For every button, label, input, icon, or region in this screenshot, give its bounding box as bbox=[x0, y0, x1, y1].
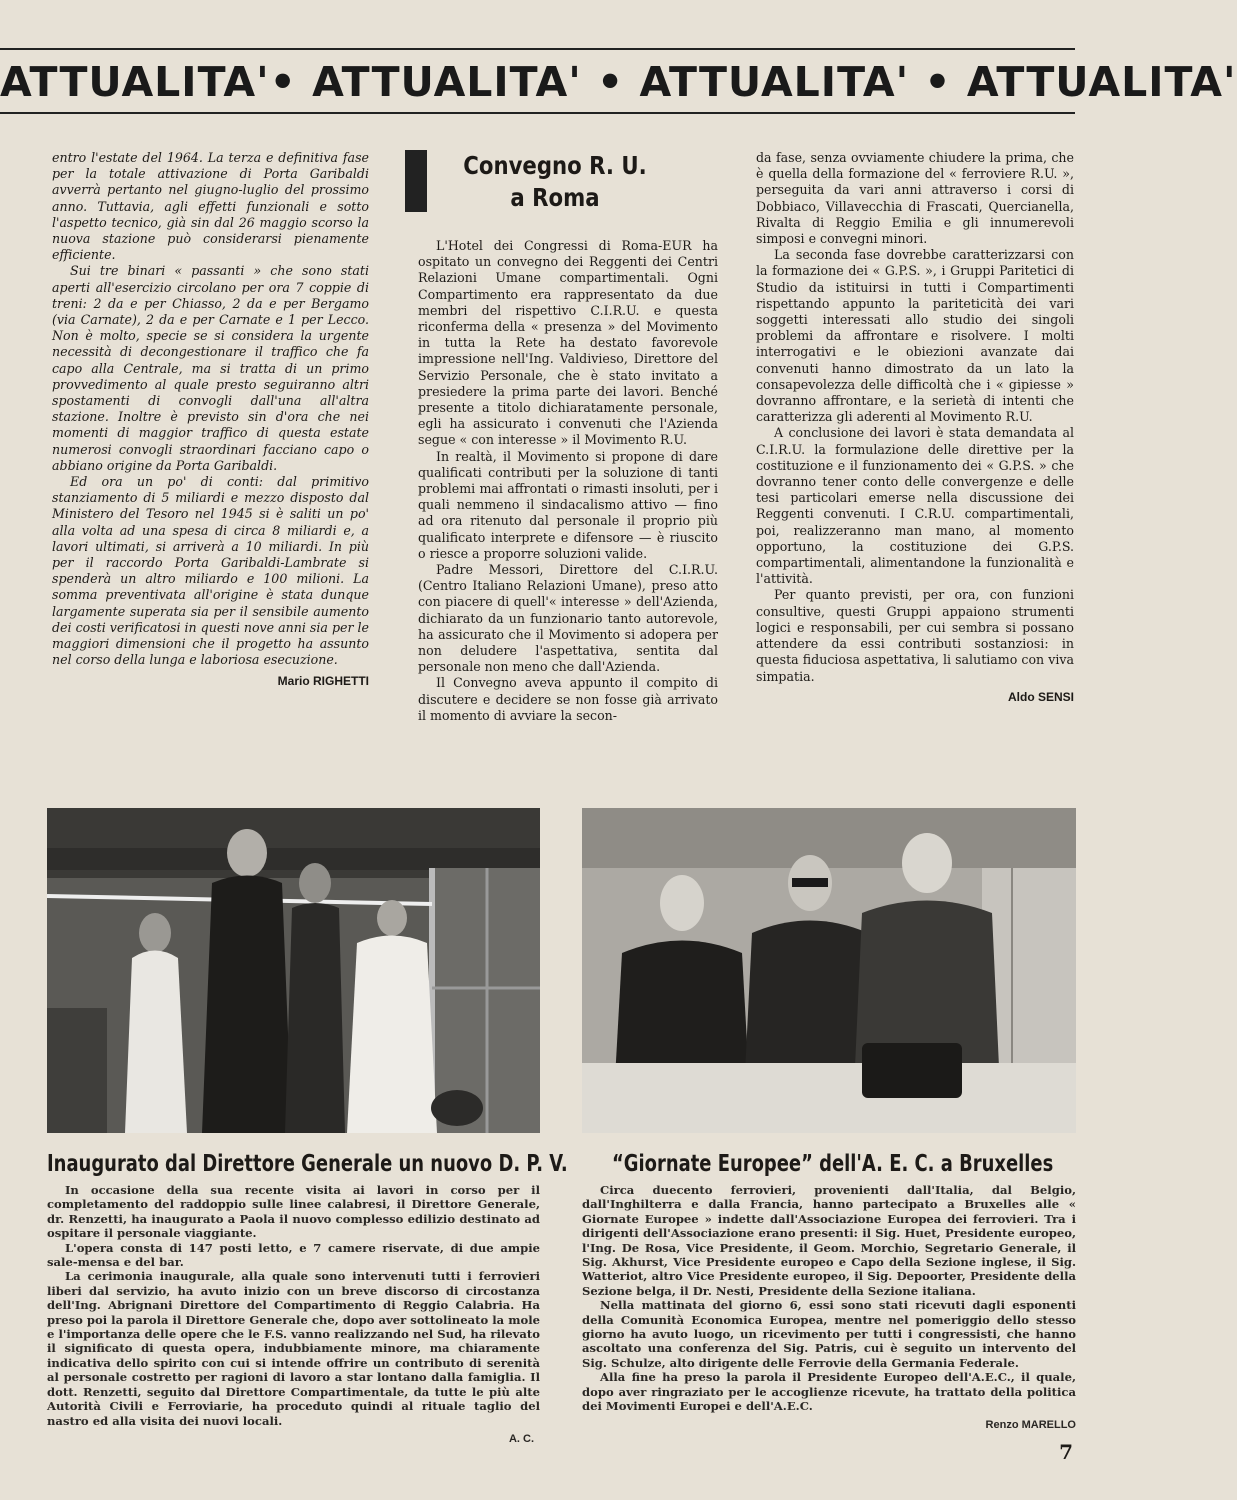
page-number: 7 bbox=[1059, 1440, 1073, 1464]
col2-title-line: a Roma bbox=[510, 183, 600, 212]
col2-paragraph: In realtà, il Movimento si propone di dare qualificati contributi per la soluzione di tanti problemi mai affrontati o rimasti insoluti, per i quali nemmeno il sindacalismo attivo — fino ad ora ritenuto dal personale il proprio più qualificato interprete e difensore — è riuscito o riesce a proporre soluzioni valide. bbox=[418, 448, 718, 561]
column-1-article bbox=[52, 150, 369, 689]
story-right-paragraph: Circa duecento ferrovieri, provenienti dall'Italia, dal Belgio, dall'Inghilterra e dalla Francia, hanno partecipato a Bruxelles alle « Giornate Europee » indette dall'Associazione Europea dei ferrovieri. Tra i dirigenti dell'Associazione erano presenti: il Sig. Huet, Presidente europeo, l'Ing. De Rosa, Vice Presidente, il Geom. Morchio, Segretario Generale, il Sig. Akhurst, Vice Presidente europeo e Capo della Sezione inglese, il Sig. Watteriot, altro Vice Presidente europeo, il Sig. Depoorter, Presidente della Sezione belga, il Dr. Nesti, Presidente della Sezione italiana. bbox=[582, 1183, 1076, 1298]
photo-aec-delegates bbox=[582, 808, 1076, 1133]
col3-paragraph: La seconda fase dovrebbe caratterizzarsi con la formazione dei « G.P.S. », i Gruppi Paritetici di Studio da istituirsi in tutti i Compartimenti rispettando appunto la pariteticità dei vari soggetti interessati allo studio dei singoli problemi da affrontare e risolvere. I molti interrogativi e le obiezioni avanzate dai convenuti hanno dimostrato da un lato la consapevolezza delle difficoltà che i « gipiesse » dovranno affrontare, e la serietà di intenti che caratterizza gli aderenti al Movimento R.U. bbox=[756, 247, 1074, 425]
story-left-body bbox=[47, 1183, 540, 1446]
story-left-signature: A. C. bbox=[508, 1432, 534, 1445]
section-bar bbox=[405, 150, 427, 212]
col2-paragraph: Padre Messori, Direttore del C.I.R.U. (Centro Italiano Relazioni Umane), preso atto con piacere di quell'« interesse » dell'Azienda, dichiarato da un funzionario tanto autorevole, ha assicurato che il Movimento si adopera per non deludere l'aspettativa, sentita dal personale non meno che dall'Azienda. bbox=[418, 562, 718, 675]
col1-paragraph: Ed ora un po' di conti: dal primitivo stanziamento di 5 miliardi e mezzo disposto dal Ministero del Tesoro nel 1945 si è saliti un po' alla volta ad una spesa di circa 8 miliardi e, a lavori ultimati, si arriverà a 10 miliardi. In più per il raccordo Porta Garibaldi-Lambrate si spenderà un altro miliardo e 100 milioni. La somma preventivata all'origine è stata dunque largamente superata sia per il sensibile aumento dei costi verificatosi in questi nove anni sia per le maggiori dimensioni che il progetto ha assunto nel corso della lunga e laboriosa esecuzione. bbox=[52, 474, 369, 668]
col2-paragraph: L'Hotel dei Congressi di Roma-EUR ha ospitato un convegno dei Reggenti dei Centri Relazioni Umane compartimentali. Ogni Compartimento era rappresentato da due membri del rispettivo C.I.R.U. e questa riconferma della « presenza » del Movimento in tutta la Rete ha destato favorevole impressione nell'Ing. Valdivieso, Direttore del Servizio Personale, che è stato invitato a presiedere la prima parte dei lavori. Benché presente a titolo dichiaratamente personale, egli ha assicurato i convenuti che l'Azienda segue « con interesse » il Movimento R.U. bbox=[418, 238, 718, 448]
col2-paragraph: Il Convegno aveva appunto il compito di discutere e decidere se non fosse già arrivato il momento di avviare la secon- bbox=[418, 675, 718, 723]
story-left-paragraph: In occasione della sua recente visita ai lavori in corso per il completamento del raddoppio sulle linee calabresi, il Direttore Generale, dr. Renzetti, ha inaugurato a Paola il nuovo complesso edilizio destinato ad ospitare il personale viaggiante. bbox=[47, 1183, 540, 1241]
masthead: ATTUALITA'• ATTUALITA' • ATTUALITA' • ATTUALITA' bbox=[0, 58, 1237, 106]
col1-paragraph: entro l'estate del 1964. La terza e definitiva fase per la totale attivazione di Porta Garibaldi avverrà pertanto nel giugno-luglio del prossimo anno. Tuttavia, agli effetti funzionali e sotto l'aspetto tecnico, già sin dal 26 maggio scorso la nuova stazione può considerarsi pienamente efficiente. bbox=[52, 150, 369, 263]
masthead-rule bbox=[0, 112, 1075, 114]
story-right-body bbox=[582, 1183, 1076, 1432]
story-right-paragraph: Nella mattinata del giorno 6, essi sono stati ricevuti dagli esponenti della Comunità Economica Europea, mentre nel pomeriggio dello stesso giorno ha avuto luogo, un ricevimento per tutti i congressisti, che hanno ascoltato una conferenza del Sig. Patris, cui è seguito un intervento del Sig. Schulze, alto dirigente delle Ferrovie della Germania Federale. bbox=[582, 1298, 1076, 1370]
col2-title bbox=[457, 150, 653, 214]
photo-inauguration bbox=[47, 808, 540, 1133]
story-right-signature: Renzo MARELLO bbox=[985, 1418, 1076, 1431]
story-right-paragraph: Alla fine ha preso la parola il Presidente Europeo dell'A.E.C., il quale, dopo aver ringraziato per le accoglienze ricevute, ha trattato della politica dei Movimenti Europei e dell'A.E.C. bbox=[582, 1370, 1076, 1414]
col3-paragraph: da fase, senza ovviamente chiudere la prima, che è quella della formazione del « ferroviere R.U. », perseguita da vari anni attraverso i corsi di Dobbiaco, Villavecchia di Frascati, Quercianella, Rivalta di Reggio Emilia e gli innumerevoli simposi e convegni minori. bbox=[756, 150, 1074, 247]
col2-title-line: Convegno R. U. bbox=[463, 151, 647, 180]
column-2-article bbox=[418, 238, 718, 724]
col1-signature: Mario RIGHETTI bbox=[277, 673, 369, 688]
col3-paragraph: Per quanto previsti, per ora, con funzioni consultive, questi Gruppi appaiono strumenti logici e responsabili, per cui sembra si possano attendere da essi contributi sostanziosi: in questa fiduciosa aspettativa, li salutiamo con viva simpatia. bbox=[756, 587, 1074, 684]
top-rule bbox=[0, 48, 1075, 50]
story-right-title: “Giornate Europee” dell'A. E. C. a Bruxelles bbox=[612, 1151, 1054, 1177]
col3-signature: Aldo SENSI bbox=[1007, 689, 1074, 704]
story-left-paragraph: La cerimonia inaugurale, alla quale sono intervenuti tutti i ferrovieri liberi dal servizio, ha avuto inizio con un breve discorso di circostanza dell'Ing. Abrignani Direttore del Compartimento di Reggio Calabria. Ha preso poi la parola il Direttore Generale che, dopo aver sottolineato la mole e l'importanza delle opere che le F.S. vanno realizzando nel Sud, ha rilevato il significato di questa opera, indubbiamente minore, ma chiaramente indicativa dello spirito con cui si intende offrire un contributo di serenità al personale costretto per ragioni di lavoro a star lontano dalla famiglia. Il dott. Renzetti, seguito dal Direttore Compartimentale, da tutte le più alte Autorità Civili e Ferroviarie, ha proceduto quindi al rituale taglio del nastro ed alla visita dei nuovi locali. bbox=[47, 1269, 540, 1428]
column-3-article bbox=[756, 150, 1074, 705]
col3-paragraph: A conclusione dei lavori è stata demandata al C.I.R.U. la formulazione delle direttive per la costituzione e il funzionamento dei « G.P.S. » che dovranno tener conto delle convergenze e delle tesi particolari emerse nella discussione dei Reggenti convenuti. I C.R.U. compartimentali, poi, realizzeranno man mano, al momento opportuno, la costituzione dei G.P.S. compartimentali, alimentandone la funzionalità e l'attività. bbox=[756, 425, 1074, 587]
story-left-paragraph: L'opera consta di 147 posti letto, e 7 camere riservate, di due ampie sale-mensa e del bar. bbox=[47, 1240, 540, 1270]
story-left-title: Inaugurato dal Direttore Generale un nuovo D. P. V. bbox=[47, 1151, 568, 1177]
col1-paragraph: Sui tre binari « passanti » che sono stati aperti all'esercizio circolano per ora 7 coppie di treni: 2 da e per Chiasso, 2 da e per Bergamo (via Carnate), 2 da e per Carnate e 1 per Lecco. Non è molto, specie se si considera la urgente necessità di decongestionare il traffico che fa capo alla Centrale, ma si tratta di un primo provvedimento al quale presto seguiranno altri spostamenti di convogli dall'una all'altra stazione. Inoltre è previsto sin d'ora che nei momenti di maggior traffico di questa estate numerosi convogli straordinari facciano capo o abbiano origine da Porta Garibaldi. bbox=[52, 263, 369, 473]
